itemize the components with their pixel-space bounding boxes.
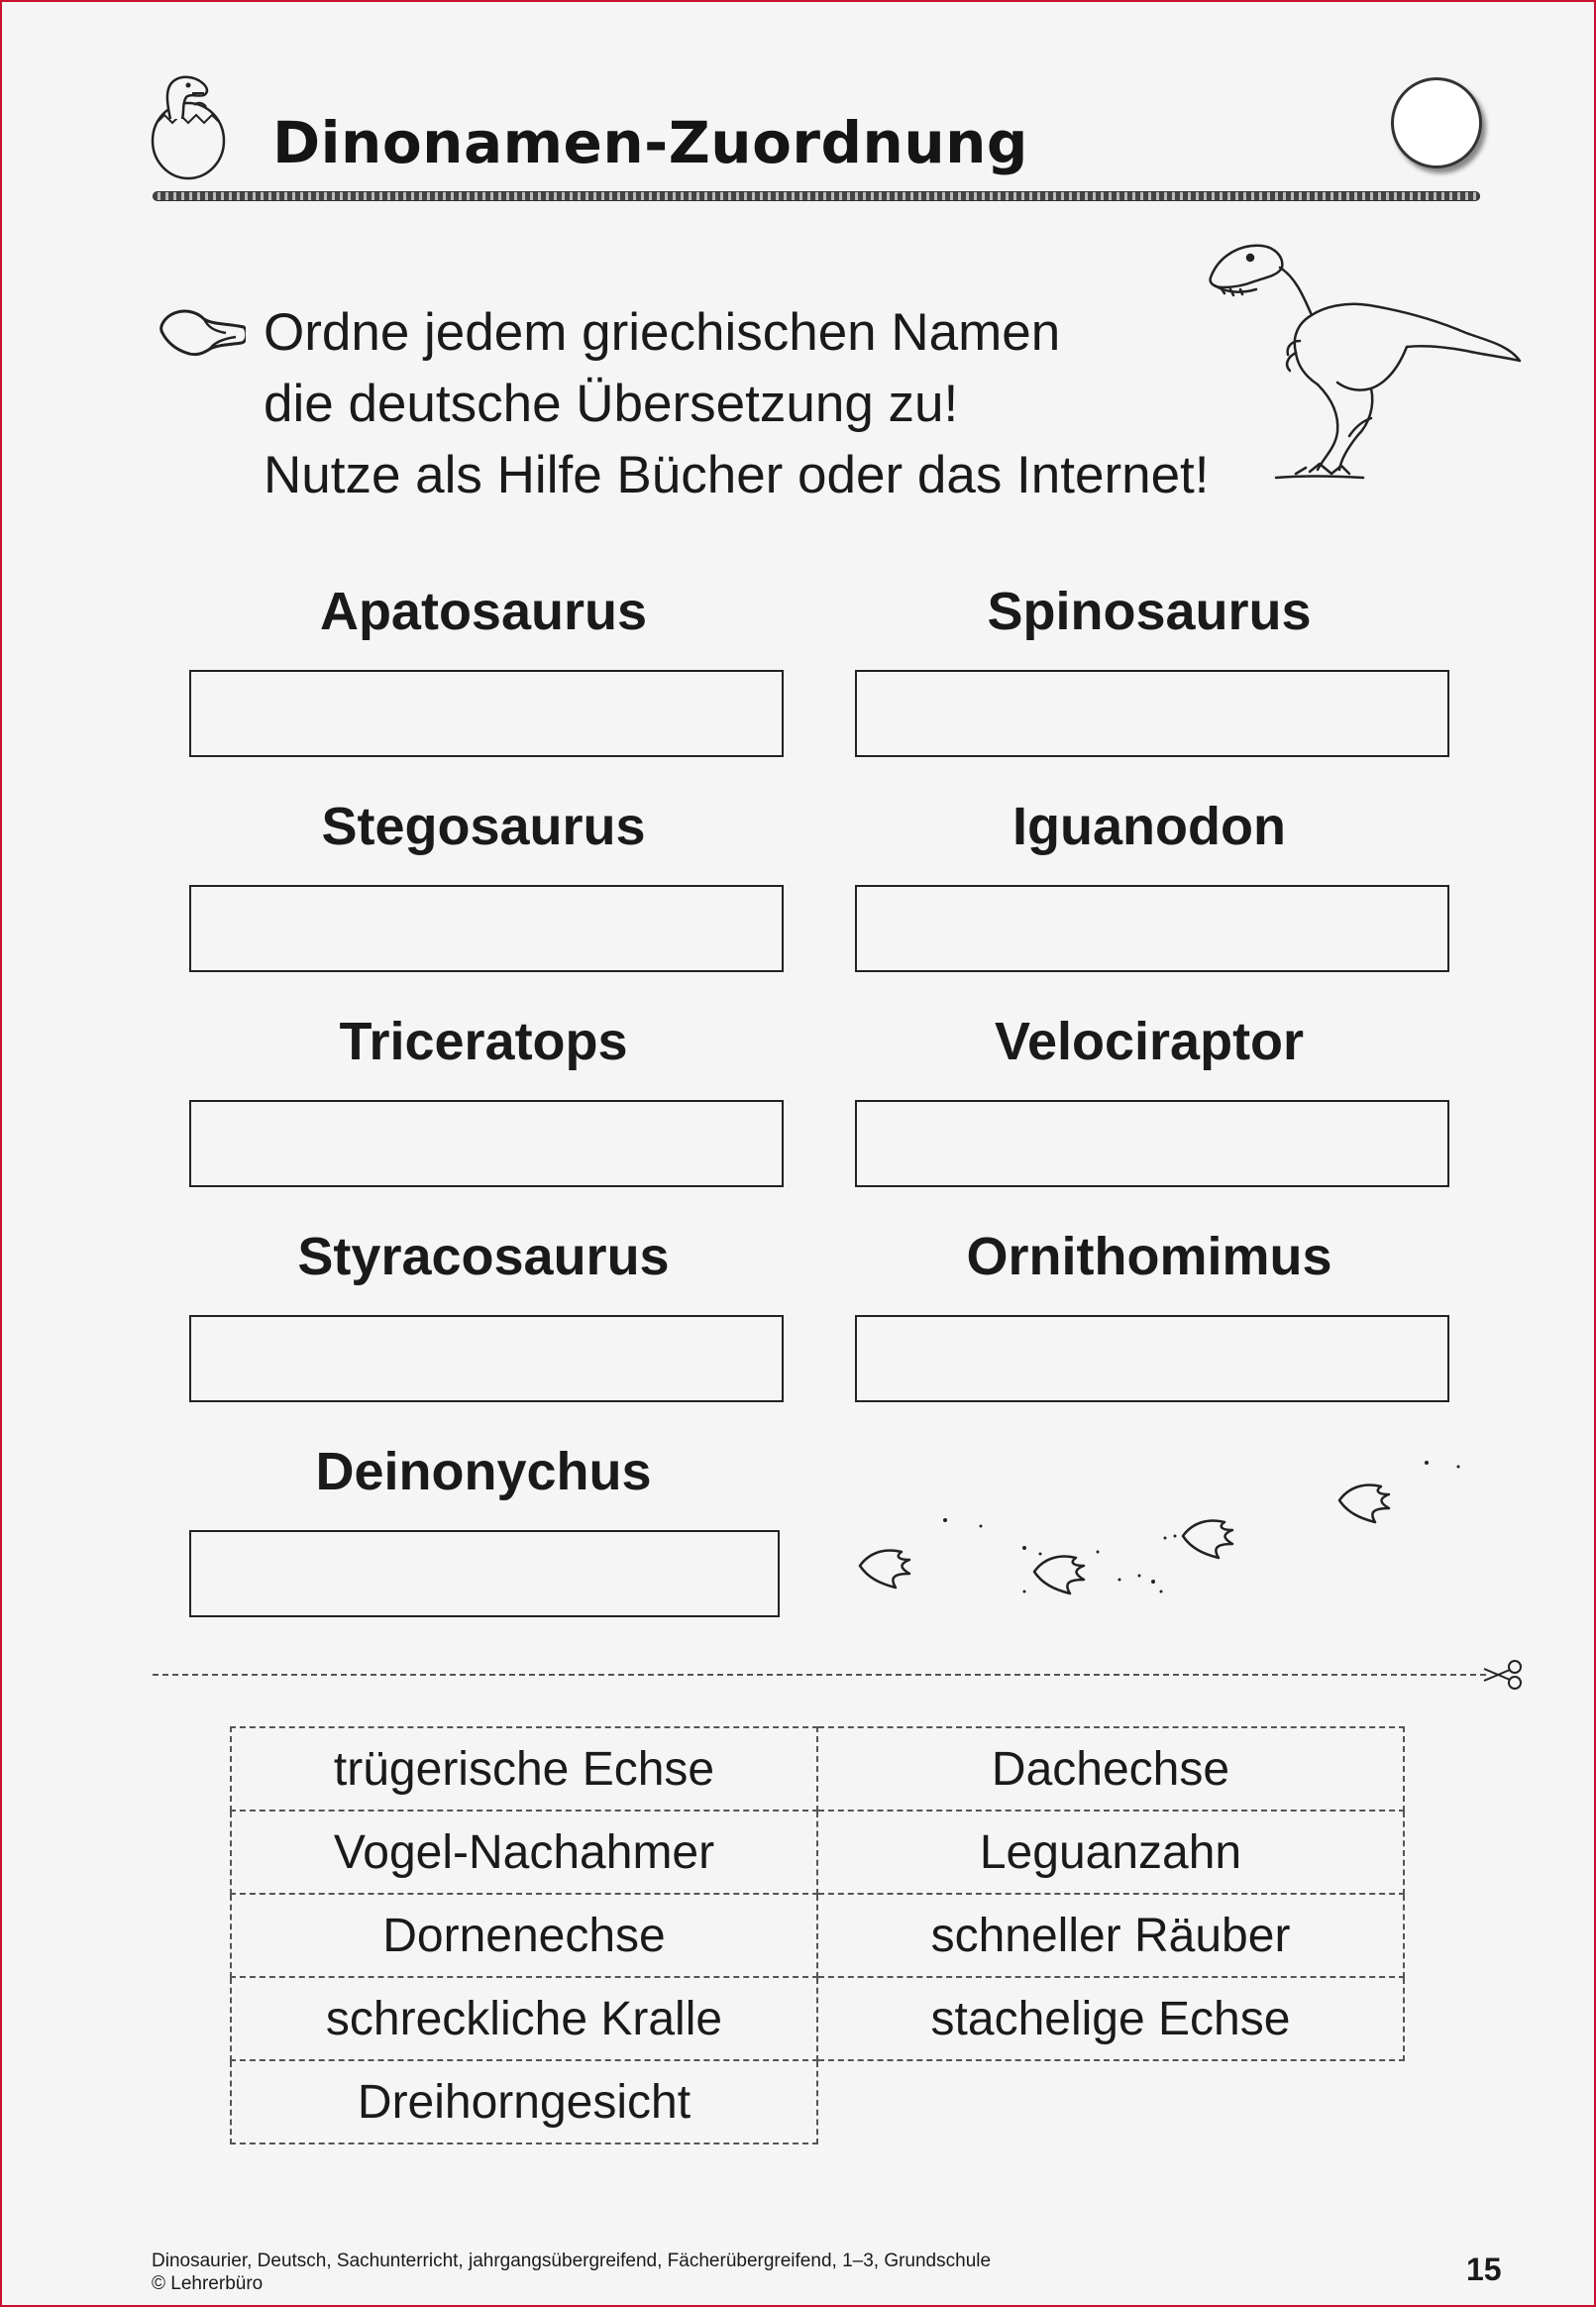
answer-box[interactable] bbox=[855, 1100, 1449, 1187]
empty-cell bbox=[817, 2060, 1404, 2143]
answer-box[interactable] bbox=[855, 885, 1449, 972]
answer-box[interactable] bbox=[189, 885, 784, 972]
translation-card[interactable]: trügerische Echse bbox=[231, 1727, 817, 1811]
t-rex-icon bbox=[1201, 238, 1524, 492]
instruction-line: Ordne jedem griechischen Namen bbox=[264, 303, 1061, 362]
dino-name: Iguanodon bbox=[1012, 797, 1286, 856]
answer-box[interactable] bbox=[189, 670, 784, 757]
page-title: Dinonamen-Zuordnung bbox=[272, 109, 1028, 176]
page-number: 15 bbox=[1466, 2252, 1502, 2287]
scissors-icon bbox=[1482, 1659, 1526, 1691]
footer-copyright: © Lehrerbüro bbox=[152, 2273, 264, 2294]
title-underline bbox=[153, 191, 1480, 201]
footer bbox=[152, 2250, 991, 2295]
table-row bbox=[231, 1811, 1404, 1894]
translation-card[interactable]: Dornenechse bbox=[231, 1894, 817, 1977]
table-row bbox=[231, 2060, 1404, 2143]
answer-box[interactable] bbox=[189, 1315, 784, 1402]
cut-line bbox=[153, 1674, 1486, 1676]
instruction-line: die deutsche Übersetzung zu! bbox=[264, 375, 959, 433]
translation-card[interactable]: schneller Räuber bbox=[817, 1894, 1404, 1977]
dino-name: Stegosaurus bbox=[321, 797, 646, 856]
score-circle bbox=[1391, 77, 1482, 168]
translation-card[interactable]: Leguanzahn bbox=[817, 1811, 1404, 1894]
table-row bbox=[231, 1977, 1404, 2060]
instructions bbox=[264, 297, 1210, 511]
footprints-icon bbox=[850, 1457, 1464, 1605]
dino-name: Deinonychus bbox=[315, 1442, 652, 1501]
dino-name: Ornithomimus bbox=[966, 1227, 1332, 1286]
footer-source: Dinosaurier, Deutsch, Sachunterricht, jahrgangsübergreifend, Fächerübergreifend, 1–3, Grundschule bbox=[152, 2251, 992, 2271]
dino-name: Spinosaurus bbox=[987, 582, 1312, 641]
translation-card[interactable]: Vogel-Nachahmer bbox=[231, 1811, 817, 1894]
answer-box[interactable] bbox=[189, 1100, 784, 1187]
translation-card[interactable]: schreckliche Kralle bbox=[231, 1977, 817, 2060]
translation-card[interactable]: Dreihorngesicht bbox=[231, 2060, 817, 2143]
table-row bbox=[231, 1727, 1404, 1811]
egg-dino-icon bbox=[149, 71, 238, 182]
answer-box[interactable] bbox=[855, 670, 1449, 757]
answer-box[interactable] bbox=[855, 1315, 1449, 1402]
instruction-line: Nutze als Hilfe Bücher oder das Internet! bbox=[264, 446, 1210, 504]
translation-table bbox=[230, 1726, 1405, 2144]
dino-name: Apatosaurus bbox=[319, 582, 648, 641]
dino-name: Styracosaurus bbox=[297, 1227, 670, 1286]
table-row bbox=[231, 1894, 1404, 1977]
answer-box[interactable] bbox=[189, 1530, 780, 1617]
translation-card[interactable]: stachelige Echse bbox=[817, 1977, 1404, 2060]
dino-name: Velociraptor bbox=[994, 1012, 1305, 1071]
translation-card[interactable]: Dachechse bbox=[817, 1727, 1404, 1811]
dino-name: Triceratops bbox=[339, 1012, 628, 1071]
pointing-hand-icon bbox=[157, 305, 246, 360]
